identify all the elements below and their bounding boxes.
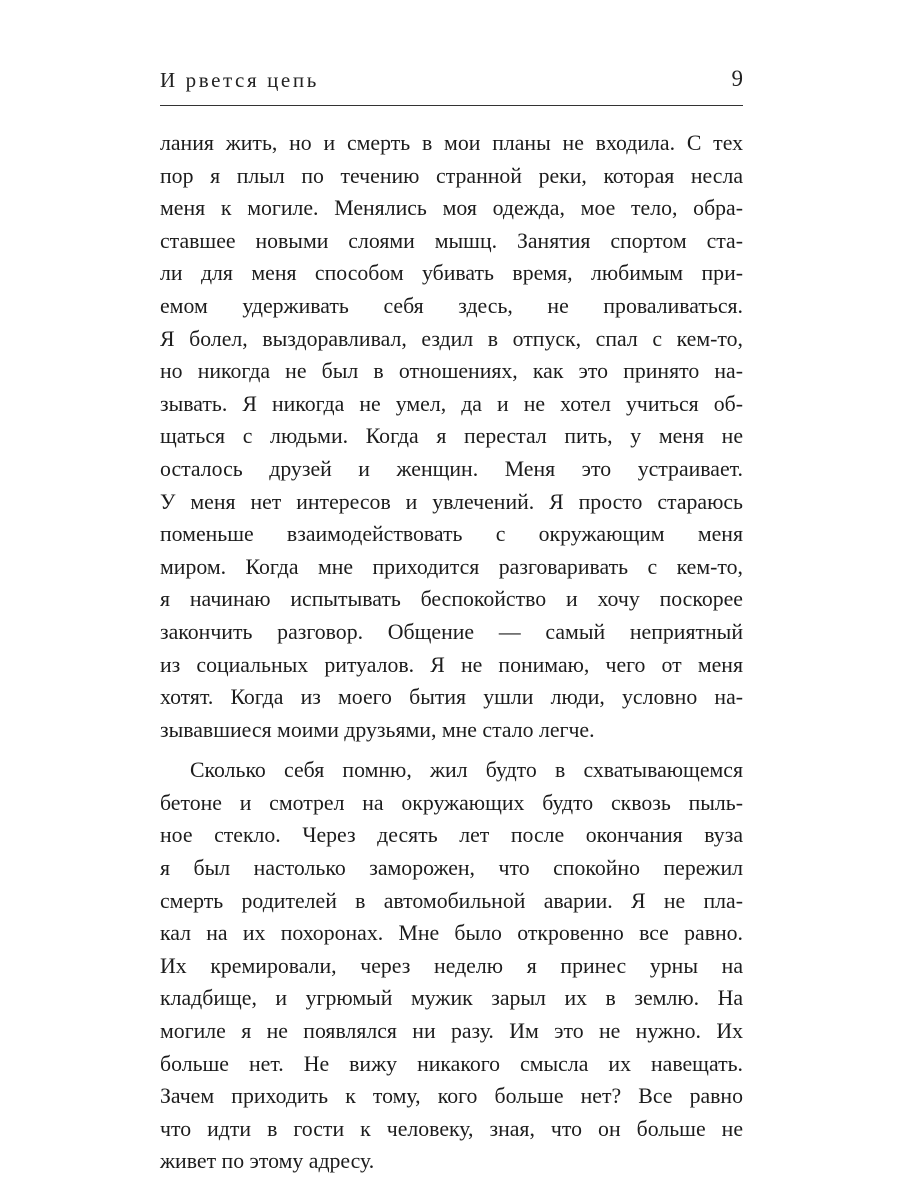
text-line: ставшее новыми слоями мышц. Занятия спортом ста- — [160, 228, 743, 253]
text-line: меня к могиле. Менялись моя одежда, мое тело, обра- — [160, 196, 743, 221]
text-line: миром. Когда мне приходится разговаривать с кем-то, — [160, 554, 743, 579]
text-line: Сколько себя помню, жил будто в схватывающемся — [190, 758, 743, 783]
text-line: из социальных ритуалов. Я не понимаю, чего от меня — [160, 652, 743, 677]
text-line: но никогда не был в отношениях, как это принято на- — [160, 359, 743, 384]
paragraph-gap — [160, 746, 743, 754]
text-line: Я болел, выздоравливал, ездил в отпуск, спал с кем-то, — [160, 326, 743, 351]
text-line: смерть родителей в автомобильной аварии. Я не пла- — [160, 888, 743, 913]
text-line: ное стекло. Через десять лет после окончания вуза — [160, 823, 743, 848]
text-line: ли для меня способом убивать время, любимым при- — [160, 261, 743, 286]
running-header-title: И рвется цепь — [160, 68, 319, 92]
text-line: У меня нет интересов и увлечений. Я просто стараюсь — [160, 489, 743, 514]
text-line: поменьше взаимодействовать с окружающим меня — [160, 522, 743, 547]
text-line: пор я плыл по течению странной реки, которая несла — [160, 163, 743, 188]
text-line: кладбище, и угрюмый мужик зарыл их в землю. На — [160, 986, 743, 1011]
text-line: щаться с людьми. Когда я перестал пить, у меня не — [160, 424, 743, 449]
text-line: я был настолько заморожен, что спокойно пережил — [160, 856, 743, 881]
paragraph-2 — [160, 754, 743, 1178]
text-line: Зачем приходить к тому, кого больше нет? Все равно — [160, 1084, 743, 1109]
running-header — [160, 66, 743, 100]
body-text — [160, 127, 743, 1178]
text-line: закончить разговор. Общение — самый неприятный — [160, 619, 743, 644]
text-line: хотят. Когда из моего бытия ушли люди, условно на- — [160, 685, 743, 710]
text-line: кал на их похоронах. Мне было откровенно все равно. — [160, 921, 743, 946]
text-line: лания жить, но и смерть в мои планы не входила. С тех — [160, 131, 743, 155]
paragraph-1 — [160, 127, 743, 746]
page-number: 9 — [731, 66, 743, 91]
text-line: могиле я не появлялся ни разу. Им это не нужно. Их — [160, 1019, 743, 1044]
text-line: зывавшиеся моими друзьями, мне стало легче. — [160, 717, 595, 742]
text-line: бетоне и смотрел на окружающих будто сквозь пыль- — [160, 790, 743, 815]
text-line: Их кремировали, через неделю я принес урны на — [160, 953, 743, 978]
text-line: осталось друзей и женщин. Меня это устраивает. — [160, 456, 743, 481]
text-line: больше нет. Не вижу никакого смысла их навещать. — [160, 1051, 743, 1076]
text-line: что идти в гости к человеку, зная, что он больше не — [160, 1116, 743, 1141]
text-line: я начинаю испытывать беспокойство и хочу поскорее — [160, 587, 743, 612]
text-line: емом удерживать себя здесь, не проваливаться. — [160, 293, 743, 318]
text-line: живет по этому адресу. — [160, 1149, 375, 1174]
header-divider — [160, 105, 743, 106]
text-line: зывать. Я никогда не умел, да и не хотел учиться об- — [160, 391, 743, 416]
